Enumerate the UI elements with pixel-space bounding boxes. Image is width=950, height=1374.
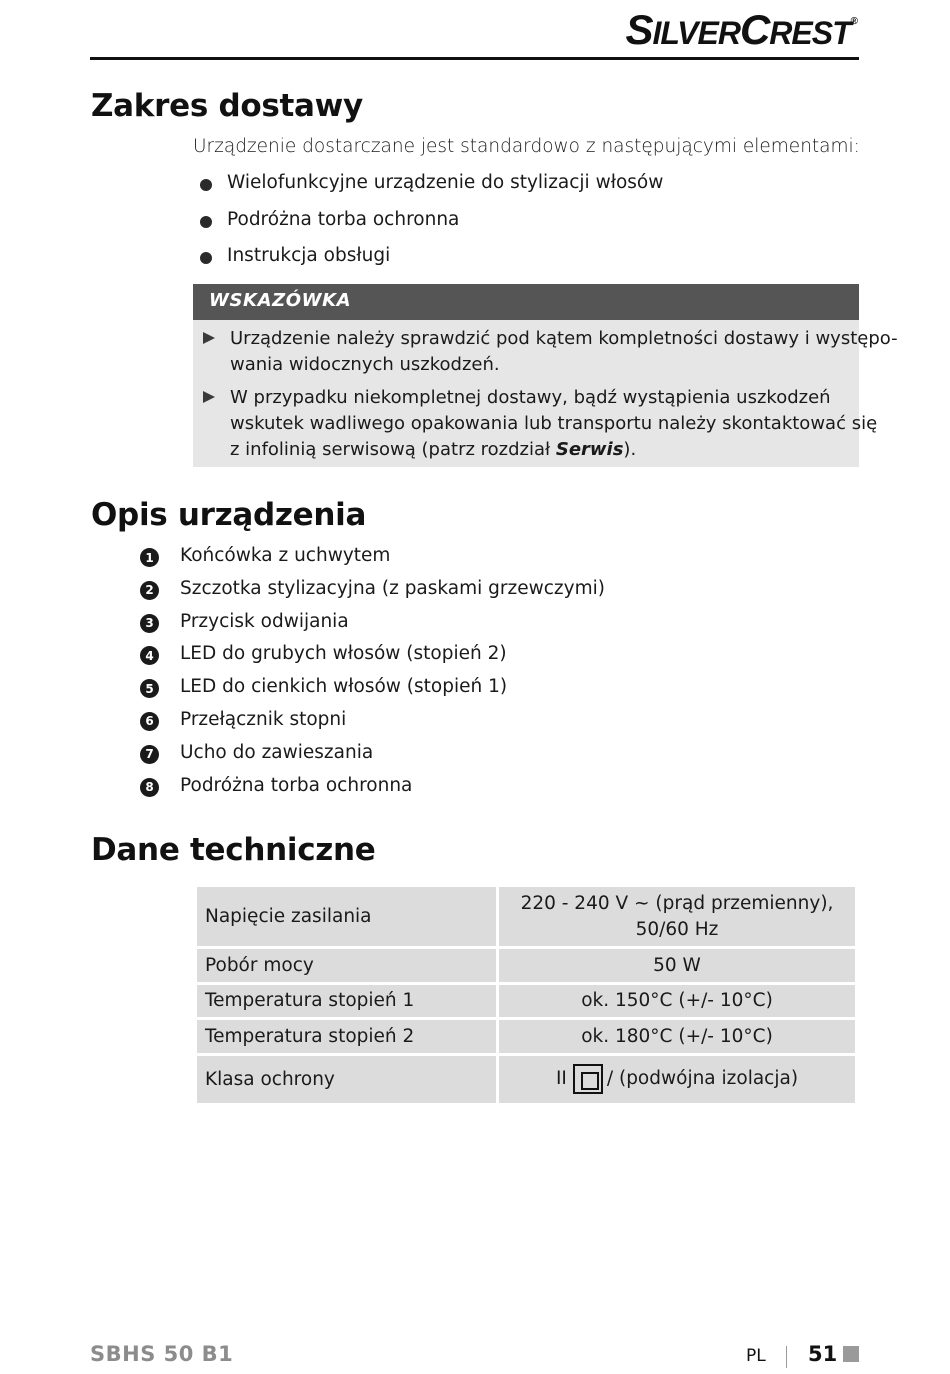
section-title-technical-data: Dane techniczne — [91, 832, 376, 868]
logo-letters: ILVER — [652, 15, 740, 51]
list-item — [140, 709, 605, 742]
note-text: W przypadku niekompletnej dostawy, bądź wystąpienia uszkodzeń — [230, 387, 831, 408]
part-label: Podróżna torba ochronna — [180, 774, 413, 796]
list-item-text: Podróżna torba ochronna — [227, 208, 460, 230]
spec-key: Temperatura stopień 2 — [196, 1019, 498, 1055]
logo-letter: S — [625, 6, 653, 53]
parts-list — [140, 545, 605, 807]
section-title-description: Opis urządzenia — [91, 497, 367, 533]
spec-value — [498, 1054, 857, 1104]
spec-key: Pobór mocy — [196, 948, 498, 984]
note-text-part: ). — [623, 439, 637, 460]
part-number: 1 — [140, 548, 159, 567]
part-label: Końcówka z uchwytem — [180, 545, 391, 566]
spec-key: Napięcie zasilania — [196, 886, 498, 948]
registered-mark: ® — [850, 16, 858, 27]
list-item — [140, 775, 605, 808]
list-item — [140, 742, 605, 775]
delivery-intro: Urządzenie dostarczane jest standardowo z następującymi elementami: — [193, 136, 860, 157]
part-number: 8 — [140, 778, 159, 797]
part-number: 3 — [140, 614, 159, 633]
silvercrest-logo — [625, 6, 858, 54]
service-reference: Serwis — [555, 439, 624, 460]
list-item — [140, 578, 605, 611]
part-label: LED do cienkich włosów (stopień 1) — [180, 676, 508, 698]
part-label: Przełącznik stopni — [180, 708, 347, 730]
table-row — [196, 948, 857, 984]
arrow-right-icon — [203, 391, 215, 403]
part-number: 2 — [140, 581, 159, 600]
note-heading: WSKAZÓWKA — [193, 284, 859, 320]
part-label: Ucho do zawieszania — [180, 741, 374, 763]
part-label: Szczotka stylizacyjna (z paskami grzewczymi) — [180, 577, 605, 599]
spec-value-line: 220 - 240 V ~ (prąd przemienny), — [520, 892, 834, 914]
footer-square-icon — [843, 1346, 859, 1362]
double-insulation-icon — [573, 1064, 603, 1094]
part-number: 6 — [140, 712, 159, 731]
footer-divider — [786, 1346, 787, 1368]
header-rule — [90, 57, 859, 60]
section-title-delivery: Zakres dostawy — [91, 88, 363, 124]
note-box — [193, 284, 898, 467]
list-item — [200, 245, 663, 282]
part-number: 7 — [140, 745, 159, 764]
spec-value: ok. 180°C (+/- 10°C) — [498, 1019, 857, 1055]
list-item — [140, 545, 605, 578]
spec-key: Klasa ochrony — [196, 1054, 498, 1104]
spec-table — [194, 884, 858, 1106]
part-number: 4 — [140, 646, 159, 665]
list-item — [200, 209, 663, 246]
page-number: 51 — [808, 1342, 838, 1366]
part-label: Przycisk odwijania — [180, 610, 349, 632]
note-item — [203, 326, 898, 378]
note-text: wskutek wadliwego opakowania lub transportu należy skontaktować się — [230, 413, 878, 434]
logo-letter: C — [739, 6, 770, 53]
spec-value: ok. 150°C (+/- 10°C) — [498, 983, 857, 1019]
list-item — [200, 172, 663, 209]
part-number: 5 — [140, 679, 159, 698]
note-text: wania widocznych uszkodzeń. — [230, 354, 500, 375]
table-row — [196, 983, 857, 1019]
spec-key: Temperatura stopień 1 — [196, 983, 498, 1019]
note-text — [230, 437, 877, 463]
protection-class-text: / (podwójna izolacja) — [606, 1068, 799, 1089]
note-item — [203, 385, 877, 463]
list-item — [140, 611, 605, 644]
note-text: Urządzenie należy sprawdzić pod kątem kompletności dostawy i występo- — [230, 328, 898, 349]
bullet-icon — [200, 179, 212, 191]
table-row — [196, 1054, 857, 1104]
list-item-text: Wielofunkcyjne urządzenie do stylizacji włosów — [227, 172, 664, 193]
footer-language: PL — [746, 1346, 766, 1366]
note-text-part: z infolinią serwisową (patrz rozdział — [230, 439, 556, 460]
part-label: LED do grubych włosów (stopień 2) — [180, 643, 507, 665]
bullet-icon — [200, 252, 212, 264]
spec-value — [498, 886, 857, 948]
list-item — [140, 676, 605, 709]
list-item — [140, 643, 605, 676]
logo-letters: REST — [769, 15, 851, 51]
spec-value: 50 W — [498, 948, 857, 984]
spec-value-line: 50/60 Hz — [635, 918, 719, 940]
table-row — [196, 886, 857, 948]
delivery-list — [200, 172, 663, 282]
table-row — [196, 1019, 857, 1055]
bullet-icon — [200, 216, 212, 228]
footer-model: SBHS 50 B1 — [90, 1342, 234, 1366]
list-item-text: Instrukcja obsługi — [227, 245, 391, 266]
arrow-right-icon — [203, 332, 215, 344]
protection-class-label: II — [555, 1068, 567, 1089]
